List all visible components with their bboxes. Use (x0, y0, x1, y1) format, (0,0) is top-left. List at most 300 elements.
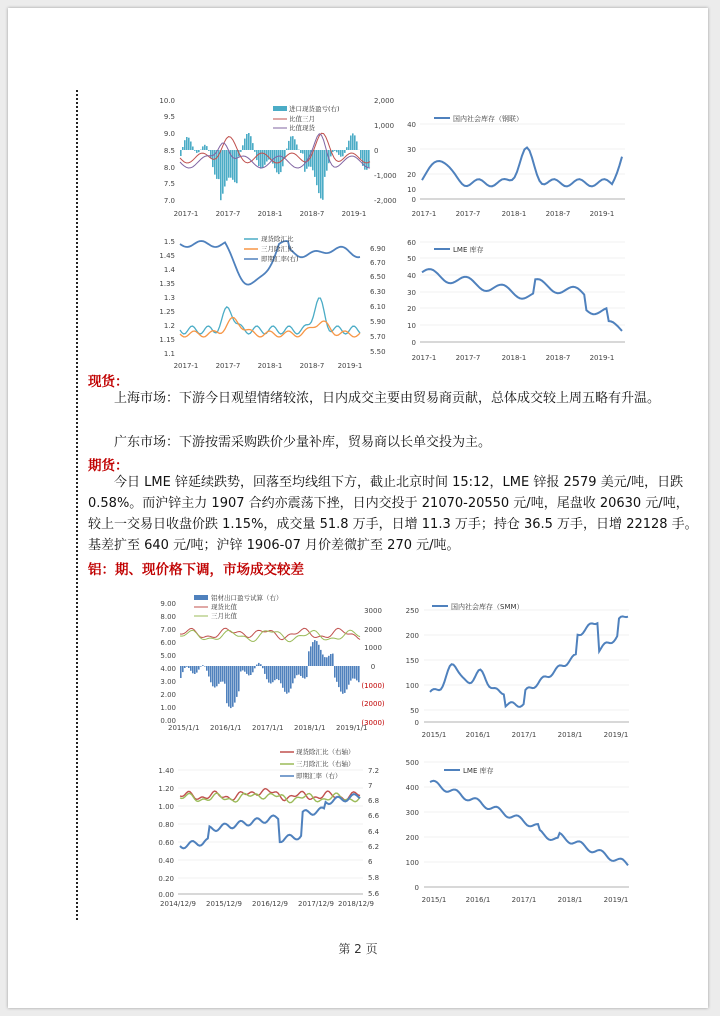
left-tick: 1.00 (158, 803, 174, 811)
bar (228, 666, 230, 707)
left-tick: 150 (405, 657, 419, 665)
legend-entry: LME 库存 (453, 246, 484, 254)
aluminum-lme-inventory-chart (394, 750, 634, 910)
bar (368, 150, 370, 167)
bar (284, 666, 286, 692)
bar (334, 666, 336, 678)
right-tick: 5.6 (368, 890, 380, 898)
bar (210, 666, 212, 682)
left-tick: 1.15 (159, 336, 175, 344)
bar (236, 666, 238, 697)
bar (326, 657, 328, 666)
x-tick: 2015/1 (421, 896, 447, 904)
left-tick: 9.00 (160, 600, 176, 608)
right-tick: 0 (370, 663, 376, 671)
bar (212, 666, 214, 686)
bar (346, 147, 348, 150)
bar (242, 145, 244, 150)
bar (202, 146, 204, 150)
bar (242, 666, 244, 670)
bar (264, 666, 266, 674)
page-number: 第 2 页 (338, 942, 378, 956)
x-tick: 2017-1 (411, 210, 437, 218)
bar (274, 150, 276, 168)
bar (342, 150, 344, 156)
bar (188, 666, 190, 668)
bar (232, 150, 234, 180)
left-tick: 0.40 (158, 857, 174, 865)
left-tick: 0.00 (160, 717, 176, 725)
bar (294, 139, 296, 150)
left-tick: 1.45 (159, 252, 175, 260)
left-tick: 400 (405, 784, 419, 792)
left-tick: 200 (405, 632, 419, 640)
x-tick: 2017/1/1 (252, 724, 284, 732)
left-tick: 100 (405, 859, 419, 867)
x-tick: 2018-7 (545, 354, 571, 362)
bar (304, 666, 306, 679)
bar (298, 666, 300, 675)
left-tick: 6.00 (160, 639, 176, 647)
x-tick: 2017-7 (455, 210, 481, 218)
bar (292, 666, 294, 683)
bar (340, 150, 342, 157)
bar (348, 141, 350, 150)
bar (202, 665, 204, 666)
spot-guangdong-paragraph: 广东市场：下游按需采购跌价少量补库，贸易商以长单交投为主。 (114, 435, 492, 450)
bar (286, 149, 288, 150)
left-tick: 7.0 (163, 197, 175, 205)
x-tick: 2019-1 (589, 210, 615, 218)
left-tick: 40 (407, 272, 416, 280)
bar (350, 666, 352, 681)
right-tick: 6.30 (370, 288, 386, 296)
right-tick: 6.2 (368, 843, 380, 851)
right-tick: (2000) (361, 700, 385, 708)
bar (318, 150, 320, 193)
bar (290, 666, 292, 689)
bar (278, 666, 280, 680)
left-tick: 0.80 (158, 821, 174, 829)
bar (274, 666, 276, 680)
bar (320, 150, 322, 198)
bar (338, 666, 340, 687)
bar (196, 150, 198, 153)
x-tick: 2016/1/1 (210, 724, 242, 732)
aluminum-lme-inventory-line (430, 781, 628, 866)
bar (222, 666, 224, 682)
x-tick: 2017-7 (215, 362, 241, 370)
bar (230, 666, 232, 708)
bar (194, 666, 196, 674)
bar (332, 654, 334, 666)
bar (324, 150, 326, 177)
right-tick: 7 (368, 782, 373, 790)
bar (248, 133, 250, 150)
bar (224, 150, 226, 187)
left-tick: 200 (405, 834, 419, 842)
left-tick: 0 (411, 196, 416, 204)
aluminum-export-ratio-chart (138, 582, 388, 734)
bar (276, 666, 278, 679)
futures-paragraph: 今日 LME 锌延续跌势，回落至均线组下方，截止北京时间 15:12，LME 锌报 2579 美元/吨，日跌 0.58%。而沪锌主力 1907 合约亦震荡下挫，日内交投于 21070-20550 元/吨，尾盘收 20630 元/吨，较上一交易日收盘价跌 1.15%，成交量 51.8 万手，日增 11.3 万手；持仓 36.5 万手，日增 22128 手。基差扩至 640 元/吨；沪锌 1906-07 月价差微扩至 270 元/吨。 (88, 475, 698, 553)
x-tick: 2018-7 (299, 362, 325, 370)
right-tick: 7.2 (368, 767, 380, 775)
bar (338, 150, 340, 155)
bar (240, 666, 242, 672)
bar (266, 666, 268, 679)
bar (206, 666, 208, 671)
bar (264, 150, 266, 165)
bar (324, 657, 326, 666)
left-tick: 30 (407, 146, 416, 154)
bar (294, 666, 296, 678)
bar (288, 141, 290, 150)
right-tick: 6.6 (368, 812, 380, 820)
right-tick: 6.50 (370, 273, 386, 281)
right-tick: 6.90 (370, 245, 386, 253)
bar (258, 663, 260, 666)
left-tick: 1.25 (159, 308, 175, 316)
aluminum-domestic-inventory-chart (394, 582, 634, 742)
bar (336, 666, 338, 682)
bar (310, 646, 312, 666)
bar (246, 134, 248, 150)
left-tick: 40 (407, 121, 416, 129)
zinc-domestic-inventory-chart (400, 94, 630, 224)
x-tick: 2018-1 (501, 210, 527, 218)
bar (194, 150, 196, 151)
bar (344, 666, 346, 693)
x-tick: 2018-1 (257, 210, 283, 218)
bar (270, 666, 272, 684)
left-tick: 2.00 (160, 691, 176, 699)
x-tick: 2016/1 (465, 731, 491, 739)
bar (192, 666, 194, 673)
x-tick: 2016/12/9 (252, 900, 288, 908)
x-tick: 2017-1 (411, 354, 437, 362)
x-tick: 2014/12/9 (160, 900, 196, 908)
legend-entry: 即期汇率(右) (261, 255, 299, 263)
bar (340, 666, 342, 692)
left-tick: 5.00 (160, 652, 176, 660)
bar (322, 150, 324, 200)
bar (248, 666, 250, 675)
bar (192, 147, 194, 151)
zinc-lme-inventory-chart (400, 234, 630, 374)
x-tick: 2019-1 (337, 362, 363, 370)
left-tick: 300 (405, 809, 419, 817)
x-tick: 2017/1 (511, 731, 537, 739)
x-tick: 2017-1 (173, 362, 199, 370)
right-tick: 2,000 (374, 97, 395, 105)
right-tick: 3000 (364, 607, 382, 615)
left-tick: 0 (414, 719, 419, 727)
x-tick: 2017-7 (215, 210, 241, 218)
bar (254, 666, 256, 668)
bar (234, 150, 236, 182)
bar (272, 666, 274, 682)
right-tick: 1000 (364, 644, 382, 652)
left-tick: 10 (407, 322, 416, 330)
aluminum-export-x-axis (138, 724, 388, 736)
legend-entry: 比值三月 (289, 115, 315, 123)
bar (354, 666, 356, 679)
x-tick: 2019/1 (603, 896, 629, 904)
bar (216, 150, 218, 179)
right-tick: (3000) (361, 719, 385, 727)
left-tick: 0.00 (158, 891, 174, 899)
bar (246, 666, 248, 674)
x-tick: 2017/1 (511, 896, 537, 904)
bar (198, 666, 200, 670)
bar (220, 666, 222, 682)
legend-entry: 现货比值 (211, 603, 237, 611)
bar (252, 666, 254, 672)
zinc-ratio-chart (148, 94, 398, 224)
left-tick: 250 (405, 607, 419, 615)
left-tick: 0.60 (158, 839, 174, 847)
aluminum-domestic-inventory-line (430, 616, 628, 707)
bar (198, 150, 200, 152)
left-tick: 8.00 (160, 613, 176, 621)
x-tick: 2017-7 (455, 354, 481, 362)
x-tick: 2018-7 (299, 210, 325, 218)
left-tick: 0 (414, 884, 419, 892)
bar (234, 666, 236, 703)
bar (180, 150, 182, 156)
x-tick: 2019-1 (341, 210, 367, 218)
bar (356, 666, 358, 680)
left-tick: 100 (405, 682, 419, 690)
bar (318, 645, 320, 666)
bar (304, 150, 306, 172)
left-tick: 1.1 (163, 350, 175, 358)
bar (226, 150, 228, 181)
spot-heading: 现货： (88, 374, 129, 390)
bar (334, 150, 336, 151)
bar (360, 150, 362, 159)
bar (180, 666, 182, 678)
bar (306, 666, 308, 677)
bar (260, 664, 262, 666)
document-page (8, 8, 708, 1008)
bar (182, 666, 184, 672)
zinc-lme-inventory-line (422, 269, 622, 331)
bar (356, 141, 358, 150)
right-tick: 5.8 (368, 874, 380, 882)
bar (188, 138, 190, 150)
left-tick: 1.4 (163, 266, 175, 274)
x-tick: 2019-1 (589, 354, 615, 362)
bar (258, 150, 260, 166)
right-tick: 2000 (364, 626, 382, 634)
aluminum-section-heading: 铝：期、现价格下调，市场成交较差 (88, 562, 304, 578)
legend-entry: 国内社会库存（SMM） (451, 603, 524, 611)
right-tick: (1000) (361, 682, 385, 690)
left-tick: 60 (407, 239, 416, 247)
legend-entry: 三月除汇比 (261, 245, 294, 253)
bar (316, 641, 318, 666)
bar (354, 135, 356, 150)
legend-entry: LME 库存 (463, 767, 494, 775)
bar (312, 642, 314, 666)
futures-heading: 期货： (88, 458, 129, 474)
zinc-fx-ratio-chart (148, 234, 398, 374)
left-tick: 8.5 (163, 147, 175, 155)
aluminum-export-profit-bars (180, 640, 360, 708)
zinc-spot-fx-ratio-line (180, 298, 360, 334)
bar (314, 150, 316, 177)
legend-entry: 铝材出口盈亏试算（右） (211, 594, 283, 602)
legend-entry: 即期汇率（右） (296, 772, 342, 780)
legend-entry: 现货除汇比 (261, 235, 294, 243)
bar (292, 136, 294, 150)
bar (290, 137, 292, 151)
bar (184, 140, 186, 150)
bar (276, 150, 278, 172)
x-tick: 2018-7 (545, 210, 571, 218)
bar (256, 665, 258, 666)
zinc-domestic-inventory-line (422, 148, 622, 187)
legend-entry: 国内社会库存（钢联） (453, 115, 523, 123)
left-tick: 7.5 (163, 180, 175, 188)
left-tick: 9.0 (163, 130, 175, 138)
bar (282, 666, 284, 688)
bar (250, 666, 252, 675)
right-tick: -2,000 (374, 197, 397, 205)
bar (218, 666, 220, 684)
bar (320, 650, 322, 666)
bar (206, 146, 208, 150)
left-tick: 50 (407, 255, 416, 263)
bar (240, 150, 242, 152)
x-tick: 2015/1/1 (168, 724, 200, 732)
spot-shanghai-paragraph: 上海市场：下游今日观望情绪较浓，日内成交主要由贸易商贡献，总体成交较上周五略有升温。 (114, 391, 661, 406)
bar (182, 147, 184, 150)
left-tick: 30 (407, 289, 416, 297)
x-tick: 2015/12/9 (206, 900, 242, 908)
legend-entry: 三月比值 (211, 612, 237, 620)
margin-dotted-rule (76, 90, 78, 920)
x-tick: 2017-1 (173, 210, 199, 218)
legend-entry: 三月除汇比（右轴） (296, 760, 355, 768)
left-tick: 20 (407, 171, 416, 179)
bar (254, 150, 256, 152)
x-tick: 2019/1/1 (336, 724, 368, 732)
bar (344, 150, 346, 153)
right-tick: 0 (374, 147, 379, 155)
bar (302, 150, 304, 154)
left-tick: 1.40 (158, 767, 174, 775)
left-tick: 9.5 (163, 113, 175, 121)
bar (288, 666, 290, 693)
left-tick: 10 (407, 186, 416, 194)
bar (238, 666, 240, 691)
left-tick: 7.00 (160, 626, 176, 634)
bar (330, 654, 332, 666)
right-tick: 5.50 (370, 348, 386, 356)
bar (250, 136, 252, 150)
bar (222, 150, 224, 194)
bar (228, 150, 230, 178)
left-tick: 8.0 (163, 164, 175, 172)
bar (226, 666, 228, 703)
bar (268, 666, 270, 683)
bar (216, 666, 218, 686)
bar (280, 666, 282, 683)
x-tick: 2018-1 (501, 354, 527, 362)
left-tick: 50 (410, 707, 419, 715)
x-tick: 2018/1/1 (294, 724, 326, 732)
bar (236, 150, 238, 183)
bar (282, 150, 284, 166)
bar (314, 640, 316, 666)
x-tick: 2018/1 (557, 731, 583, 739)
bar (186, 137, 188, 150)
bar (322, 655, 324, 667)
bar (232, 666, 234, 707)
left-tick: 0.20 (158, 875, 174, 883)
bar (186, 666, 188, 667)
aluminum-fx-ratio-chart (138, 744, 388, 910)
left-tick: 1.3 (163, 294, 175, 302)
bar (184, 666, 186, 668)
bar (302, 666, 304, 678)
right-tick: 6.8 (368, 797, 380, 805)
x-tick: 2015/1 (421, 731, 447, 739)
bar (342, 666, 344, 694)
left-tick: 0 (411, 339, 416, 347)
left-tick: 10.0 (159, 97, 175, 105)
left-tick: 3.00 (160, 678, 176, 686)
left-tick: 1.35 (159, 280, 175, 288)
bar (352, 133, 354, 150)
bar (308, 651, 310, 666)
bar (296, 145, 298, 151)
bar (332, 150, 334, 152)
bar (190, 142, 192, 151)
bar (220, 150, 222, 200)
bar (208, 150, 210, 151)
left-tick: 1.5 (163, 238, 175, 246)
right-tick: 6 (368, 858, 373, 866)
bar (336, 150, 338, 152)
legend-entry: 进口现货盈亏(右) (289, 105, 340, 113)
bar (196, 666, 198, 673)
bar (348, 666, 350, 685)
right-tick: 6.70 (370, 259, 386, 267)
left-tick: 500 (405, 759, 419, 767)
right-tick: -1,000 (374, 172, 397, 180)
x-tick: 2016/1 (465, 896, 491, 904)
right-tick: 5.90 (370, 318, 386, 326)
right-tick: 6.4 (368, 828, 380, 836)
bar (328, 656, 330, 666)
bar (204, 145, 206, 150)
bar (252, 143, 254, 150)
bar (296, 666, 298, 675)
bar (350, 136, 352, 151)
aluminum-spot-fx-line (180, 794, 360, 848)
bar (190, 666, 192, 671)
bar (208, 666, 210, 677)
legend-entry: 比值现货 (289, 124, 315, 132)
x-tick: 2018/1 (557, 896, 583, 904)
legend-entry: 现货除汇比（右轴） (296, 748, 355, 756)
bar (214, 666, 216, 688)
bar (262, 666, 264, 668)
